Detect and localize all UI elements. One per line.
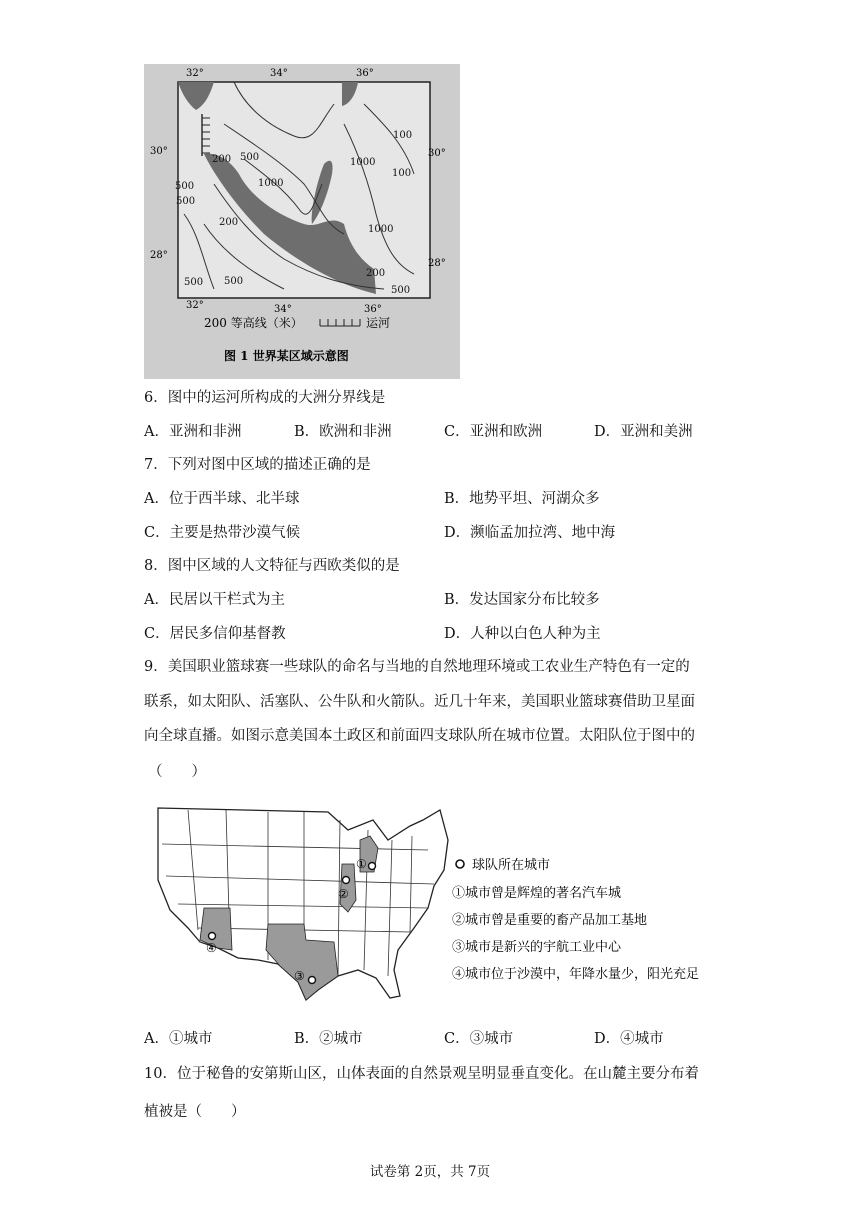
q6-option-c[interactable]: C．亚洲和欧洲: [444, 424, 543, 440]
q7-option-a[interactable]: A．位于西半球、北半球: [144, 491, 300, 507]
q9-option-b[interactable]: B．②城市: [294, 1031, 363, 1047]
map-marker-label-1: ①: [356, 857, 367, 871]
q9-stem-line-2: 联系，如太阳队、活塞队、公牛队和火箭队。近几十年来，美国职业篮球赛借助卫星面: [144, 694, 695, 710]
q8-option-c[interactable]: C．居民多信仰基督教: [144, 626, 286, 642]
q10-stem-line-1: 10．位于秘鲁的安第斯山区，山体表面的自然景观呈明显垂直变化。在山麓主要分布着: [144, 1066, 699, 1082]
fig1-lon-bottom-2: 36°: [364, 304, 382, 315]
map-legend-item-1: ①城市曾是辉煌的著名汽车城: [452, 886, 622, 901]
q9-stem-line-1: 9．美国职业篮球赛一些球队的命名与当地的自然地理环境或工农业生产特色有一定的: [144, 659, 690, 675]
q7-option-c[interactable]: C．主要是热带沙漠气候: [144, 525, 301, 541]
fig1-lat-right-1: 28°: [428, 258, 446, 269]
q9-option-d[interactable]: D．④城市: [594, 1031, 664, 1047]
fig1-lon-bottom-0: 32°: [186, 300, 204, 311]
contour-label: 1000: [258, 178, 284, 189]
city-marker-4: [209, 933, 216, 940]
map-legend-item-2: ②城市曾是重要的畜产品加工基地: [452, 913, 648, 928]
contour-label: 200: [212, 154, 232, 165]
q10-stem-line-2: 植被是（ ）: [144, 1104, 246, 1120]
contour-label: 500: [224, 276, 244, 287]
fig1-lat-left-0: 30°: [150, 146, 168, 157]
map-legend-title: 球队所在城市: [472, 858, 551, 873]
q8-stem: 8．图中区域的人文特征与西欧类似的是: [144, 558, 400, 574]
legend-city-icon: [456, 860, 464, 868]
fig1-legend-canal: 运河: [366, 316, 391, 330]
q9-option-a[interactable]: A．①城市: [144, 1031, 213, 1047]
contour-label: 500: [391, 285, 411, 296]
contour-label: 200: [219, 217, 239, 228]
fig1-lon-top-2: 36°: [356, 68, 374, 79]
q8-option-b[interactable]: B．发达国家分布比较多: [444, 592, 600, 608]
map-marker-label-2: ②: [338, 887, 349, 901]
q6-option-a[interactable]: A．亚洲和非洲: [144, 424, 242, 440]
q6-option-d[interactable]: D．亚洲和美洲: [594, 424, 693, 440]
q8-option-a[interactable]: A．民居以干栏式为主: [144, 592, 285, 608]
map-legend-item-3: ③城市是新兴的宇航工业中心: [452, 940, 622, 955]
q6-stem: 6．图中的运河所构成的大洲分界线是: [144, 390, 386, 406]
contour-label: 100: [393, 130, 413, 141]
fig1-caption: 图 1 世界某区域示意图: [224, 349, 349, 363]
fig1-lat-left-1: 28°: [150, 250, 168, 261]
city-marker-2: [343, 877, 350, 884]
city-marker-1: [369, 863, 376, 870]
map-frame: [178, 82, 430, 298]
figure-1-svg: [144, 64, 460, 379]
fig1-lon-top-1: 34°: [270, 68, 288, 79]
q9-stem-line-3: 向全球直播。如图示意美国本土政区和前面四支球队所在城市位置。太阳队位于图中的: [144, 728, 695, 744]
map-legend-item-4: ④城市位于沙漠中，年降水量少，阳光充足: [452, 967, 700, 982]
contour-label: 1000: [350, 157, 376, 168]
contour-label: 500: [184, 277, 204, 288]
fig1-legend-contour: 200 等高线（米）: [204, 316, 303, 330]
map-marker-label-4: ④: [206, 941, 217, 955]
map-marker-label-3: ③: [294, 969, 305, 983]
q7-stem: 7．下列对图中区域的描述正确的是: [144, 457, 371, 473]
contour-label: 500: [175, 181, 195, 192]
figure-1-region-map: [144, 64, 460, 379]
q6-option-b[interactable]: B．欧洲和非洲: [294, 424, 392, 440]
fig1-lat-right-0: 30°: [428, 148, 446, 159]
contour-label: 500: [176, 196, 196, 207]
q9-option-c[interactable]: C．③城市: [444, 1031, 514, 1047]
contour-label: 1000: [368, 224, 394, 235]
fig1-lon-bottom-1: 34°: [274, 304, 292, 315]
contour-label: 200: [366, 268, 386, 279]
contour-label: 100: [392, 168, 412, 179]
city-marker-3: [309, 977, 316, 984]
us-map-svg: [148, 800, 720, 1014]
figure-2-us-map: [148, 800, 720, 1014]
q9-stem-line-4: （ ）: [148, 764, 206, 780]
contour-label: 500: [240, 152, 260, 163]
q7-option-b[interactable]: B．地势平坦、河湖众多: [444, 491, 600, 507]
q8-option-d[interactable]: D．人种以白色人种为主: [444, 626, 601, 642]
fig1-lon-top-0: 32°: [186, 68, 204, 79]
page-footer: 试卷第 2页，共 7页: [369, 1164, 491, 1180]
q7-option-d[interactable]: D．濒临孟加拉湾、地中海: [444, 525, 616, 541]
